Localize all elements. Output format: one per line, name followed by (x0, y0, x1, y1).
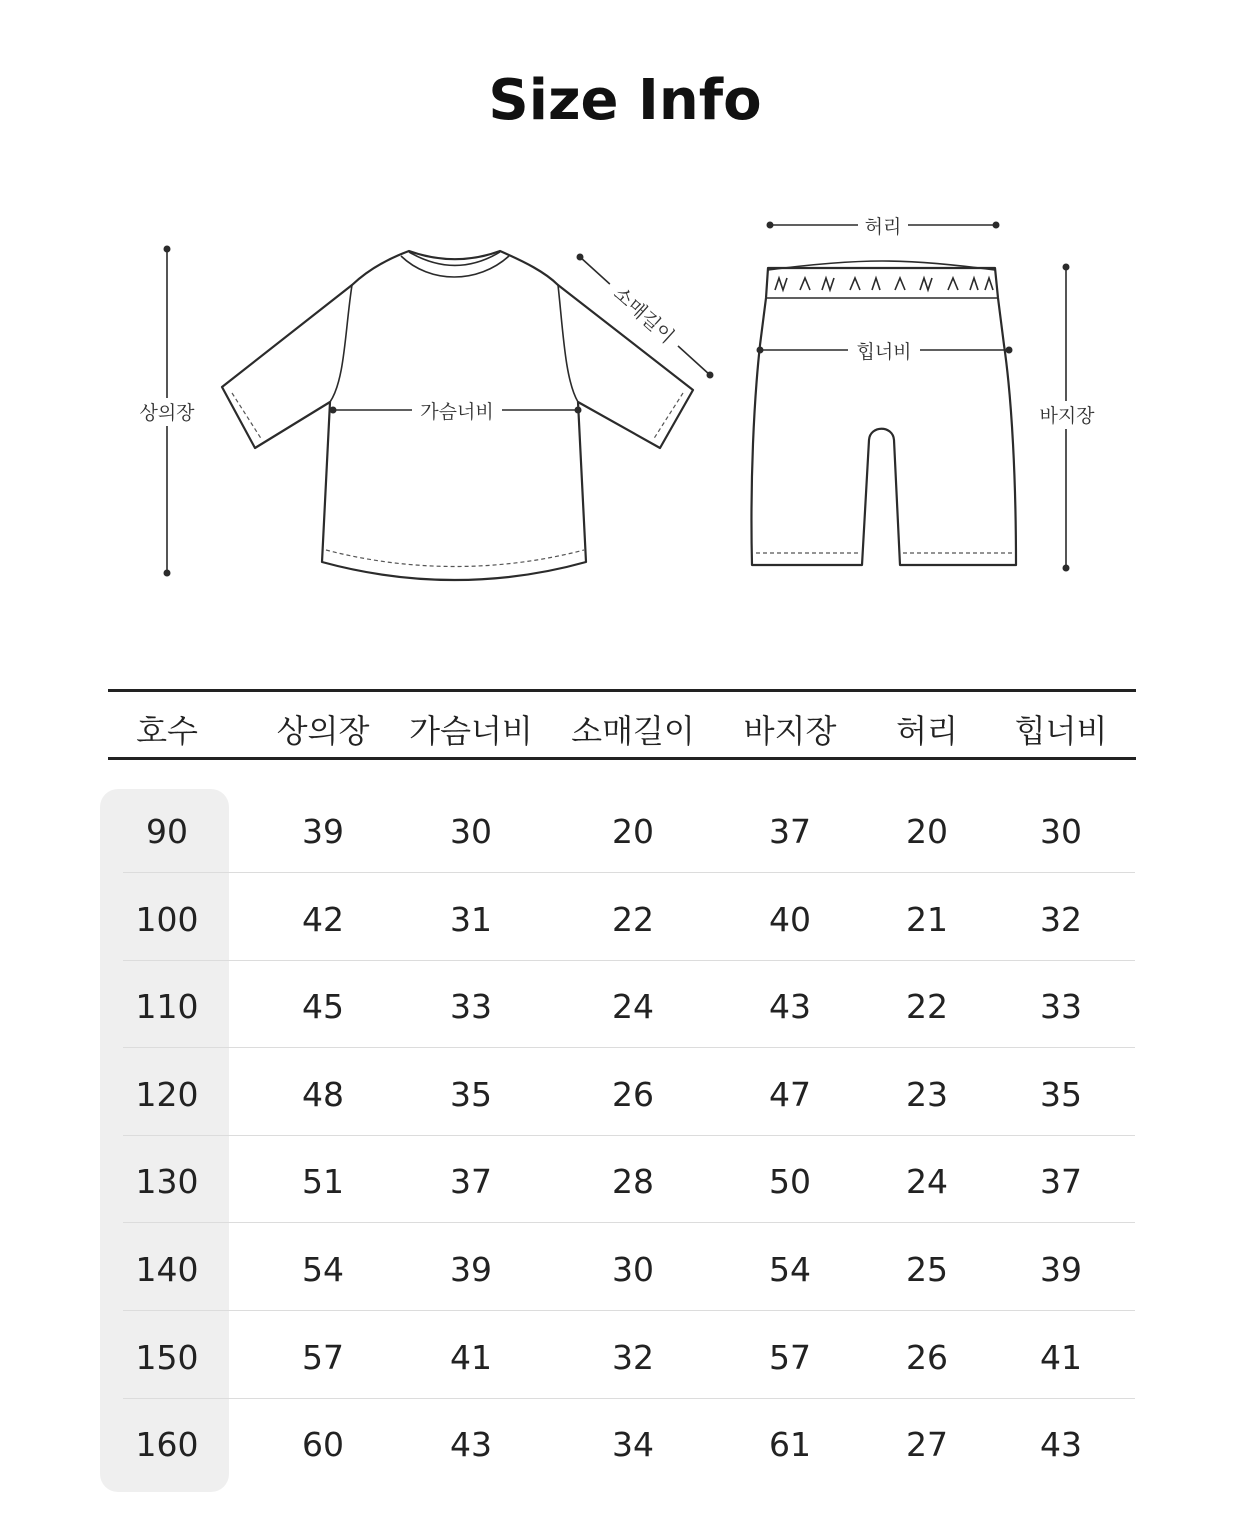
value-cell: 57 (769, 1337, 811, 1377)
size-column-highlight (100, 789, 229, 1492)
value-cell: 47 (769, 1074, 811, 1114)
page-title: Size Info (488, 68, 762, 133)
value-cell: 32 (612, 1337, 654, 1377)
size-cell: 140 (135, 1250, 199, 1289)
header-cell: 허리 (896, 712, 958, 750)
label-top-length: 상의장 (139, 402, 195, 424)
shorts-illustration (751, 261, 1016, 565)
header-cell: 호수 (136, 712, 198, 750)
value-cell: 51 (302, 1162, 344, 1202)
value-cell: 21 (906, 899, 948, 939)
size-cell: 90 (146, 812, 188, 851)
header-cell: 가슴너비 (409, 712, 533, 750)
value-cell: 43 (1040, 1425, 1082, 1465)
row-separator (123, 1222, 1135, 1223)
value-cell: 43 (769, 987, 811, 1027)
label-sleeve-length: 소매길이 (609, 282, 679, 348)
value-cell: 39 (450, 1250, 492, 1289)
size-cell: 110 (135, 987, 199, 1027)
value-cell: 54 (769, 1250, 811, 1289)
value-cell: 54 (302, 1250, 344, 1289)
header-cell: 소매길이 (571, 712, 695, 750)
value-cell: 24 (906, 1162, 948, 1202)
value-cell: 31 (450, 899, 492, 939)
value-cell: 23 (906, 1074, 948, 1114)
value-cell: 37 (450, 1162, 492, 1202)
row-separator (123, 1310, 1135, 1311)
row-separator (123, 1047, 1135, 1048)
value-cell: 30 (612, 1250, 654, 1289)
header-cell: 힙너비 (1014, 712, 1108, 750)
row-separator (123, 960, 1135, 961)
garment-diagram (0, 0, 1235, 640)
label-chest-width: 가슴너비 (420, 401, 494, 423)
size-cell: 130 (135, 1162, 199, 1202)
row-separator (123, 1398, 1135, 1399)
value-cell: 30 (450, 812, 492, 851)
value-cell: 33 (450, 987, 492, 1027)
value-cell: 22 (906, 987, 948, 1027)
row-separator (123, 872, 1135, 873)
label-waist: 허리 (864, 216, 902, 238)
value-cell: 42 (302, 899, 344, 939)
value-cell: 28 (612, 1162, 654, 1202)
value-cell: 61 (769, 1425, 811, 1465)
value-cell: 22 (612, 899, 654, 939)
table-top-rule (108, 689, 1136, 692)
value-cell: 25 (906, 1250, 948, 1289)
value-cell: 35 (1040, 1074, 1082, 1114)
value-cell: 60 (302, 1425, 344, 1465)
value-cell: 37 (1040, 1162, 1082, 1202)
value-cell: 40 (769, 899, 811, 939)
size-cell: 120 (135, 1074, 199, 1114)
value-cell: 45 (302, 987, 344, 1027)
row-separator (123, 1135, 1135, 1136)
size-cell: 150 (135, 1337, 199, 1377)
value-cell: 30 (1040, 812, 1082, 851)
value-cell: 39 (1040, 1250, 1082, 1289)
shorts-body (751, 268, 1016, 565)
header-cell: 바지장 (743, 712, 837, 750)
value-cell: 39 (302, 812, 344, 851)
value-cell: 20 (906, 812, 948, 851)
value-cell: 26 (906, 1337, 948, 1377)
header-cell: 상의장 (276, 712, 370, 750)
value-cell: 27 (906, 1425, 948, 1465)
value-cell: 41 (450, 1337, 492, 1377)
value-cell: 50 (769, 1162, 811, 1202)
value-cell: 26 (612, 1074, 654, 1114)
size-cell: 160 (135, 1425, 199, 1465)
value-cell: 57 (302, 1337, 344, 1377)
value-cell: 20 (612, 812, 654, 851)
value-cell: 41 (1040, 1337, 1082, 1377)
label-hip-width: 힙너비 (856, 341, 912, 363)
value-cell: 24 (612, 987, 654, 1027)
label-pants-length: 바지장 (1039, 405, 1095, 427)
value-cell: 33 (1040, 987, 1082, 1027)
table-header-rule (108, 757, 1136, 760)
value-cell: 35 (450, 1074, 492, 1114)
value-cell: 32 (1040, 899, 1082, 939)
value-cell: 34 (612, 1425, 654, 1465)
value-cell: 48 (302, 1074, 344, 1114)
value-cell: 37 (769, 812, 811, 851)
size-cell: 100 (135, 899, 199, 939)
value-cell: 43 (450, 1425, 492, 1465)
